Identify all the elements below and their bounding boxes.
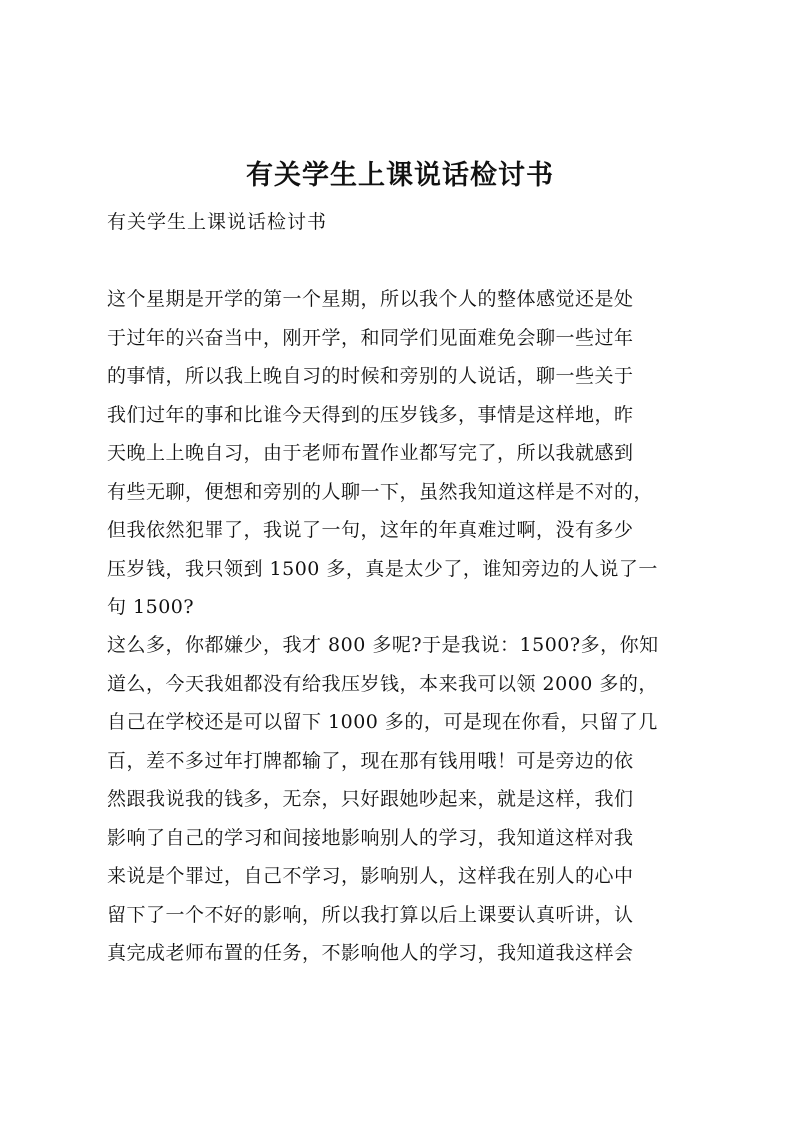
text-line: 但我依然犯罪了，我说了一句，这年的年真难过啊，没有多少 xyxy=(107,519,634,541)
text-line: 天晚上上晚自习，由于老师布置作业都写完了，所以我就感到 xyxy=(107,442,634,464)
text-line: 影响了自己的学习和间接地影响别人的学习，我知道这样对我 xyxy=(107,826,634,849)
document-subtitle: 有关学生上课说话检讨书 xyxy=(107,211,328,233)
text-line: 句 1500? xyxy=(107,596,195,618)
text-line: 这个星期是开学的第一个星期，所以我个人的整体感觉还是处 xyxy=(107,288,634,310)
paragraph-2 xyxy=(107,626,695,973)
text-line: 真完成老师布置的任务，不影响他人的学习，我知道我这样会 xyxy=(107,942,634,964)
text-line: 留下了一个不好的影响，所以我打算以后上课要认真听讲，认 xyxy=(107,903,634,926)
text-line: 压岁钱，我只领到 1500 多，真是太少了，谁知旁边的人说了一 xyxy=(107,557,658,580)
text-line: 有些无聊，便想和旁别的人聊一下，虽然我知道这样是不对的， xyxy=(107,480,654,503)
text-line: 的事情，所以我上晚自习的时候和旁别的人说话，聊一些关于 xyxy=(107,365,634,387)
text-line: 来说是个罪过，自己不学习，影响别人，这样我在别人的心中 xyxy=(107,865,634,887)
paragraph-1 xyxy=(107,280,695,627)
text-line: 我们过年的事和比谁今天得到的压岁钱多，事情是这样地，昨 xyxy=(107,403,634,426)
text-line: 然跟我说我的钱多，无奈，只好跟她吵起来，就是这样，我们 xyxy=(107,788,634,810)
text-line: 这么多，你都嫌少，我才 800 多呢?于是我说：1500?多，你知 xyxy=(107,634,659,656)
text-line: 道么，今天我姐都没有给我压岁钱，本来我可以领 2000 多的， xyxy=(107,672,658,695)
text-line: 于过年的兴奋当中，刚开学，和同学们见面难免会聊一些过年 xyxy=(107,326,634,349)
text-line: 百，差不多过年打牌都输了，现在那有钱用哦！可是旁边的依 xyxy=(107,749,634,772)
text-line: 自己在学校还是可以留下 1000 多的，可是现在你看，只留了几 xyxy=(107,711,658,733)
document-title: 有关学生上课说话检讨书 xyxy=(246,160,554,191)
